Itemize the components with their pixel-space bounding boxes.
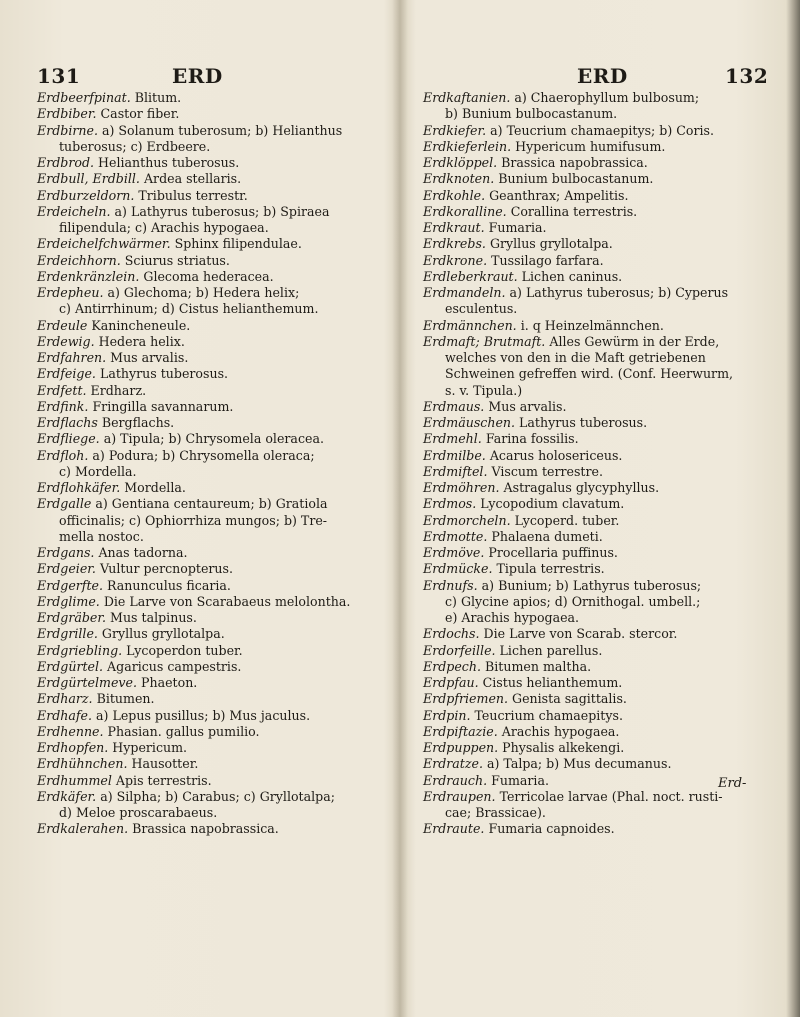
entry-headword: Erdmehl. — [423, 431, 482, 447]
dictionary-entry — [37, 643, 382, 659]
dictionary-entry — [37, 821, 382, 837]
entry-definition-line: Castor fiber. — [100, 106, 180, 122]
entry-definition-line: a) Talpa; b) Mus decumanus. — [486, 756, 672, 772]
dictionary-entry — [423, 188, 768, 204]
entry-headword: Erdmilbe. — [423, 447, 486, 463]
entry-headword: Erdhühnchen. — [37, 756, 128, 772]
entry-headword: Erdkrebs. — [423, 236, 486, 252]
right-running-title: ERD — [577, 64, 628, 88]
dictionary-entry — [37, 285, 382, 318]
entry-definition-line: Procellaria puffinus. — [488, 545, 618, 560]
entry-headword: Erdkrone. — [423, 252, 488, 268]
entry-definition-line: Lichen parellus. — [499, 642, 603, 658]
dictionary-entry — [37, 789, 382, 822]
entry-definition-line: Tussilago farfara. — [491, 252, 604, 268]
entry-definition-line: Astragalus glycyphyllus. — [503, 480, 660, 495]
dictionary-entry — [37, 204, 382, 237]
entry-headword: Erdbrod. — [37, 155, 95, 170]
dictionary-entry — [37, 171, 382, 187]
dictionary-entry — [37, 366, 382, 382]
entry-definition-line: Gryllus gryllotalpa. — [489, 236, 613, 252]
entry-definition-line: Bitumen maltha. — [484, 658, 592, 674]
dictionary-entry — [423, 545, 768, 561]
entry-headword: Erdhopfen. — [37, 740, 109, 755]
entry-definition-line: Cistus helianthemum. — [482, 675, 623, 690]
entry-headword: Erdmaus. — [423, 398, 485, 414]
entry-definition-line: Glecoma hederacea. — [143, 268, 274, 284]
dictionary-entry — [423, 691, 768, 707]
entry-definition-line: filipendula; c) Arachis hypogaea. — [59, 220, 269, 235]
entry-headword: Erdmotte. — [423, 528, 488, 544]
entry-headword: Erdmöhren. — [423, 480, 500, 495]
left-running-title: ERD — [172, 64, 223, 88]
entry-definition-line: a) Lathyrus tuberosus; b) Spiraea — [114, 203, 330, 219]
dictionary-entry — [37, 106, 382, 122]
entry-headword: Erdkiefer. — [423, 122, 487, 138]
dictionary-entry — [37, 415, 382, 431]
entry-headword: Erdfink. — [37, 398, 89, 414]
entry-definition-line: Bergflachs. — [101, 415, 175, 430]
dictionary-entry — [37, 155, 382, 171]
dictionary-entry — [423, 643, 768, 659]
dictionary-entry — [423, 513, 768, 529]
entry-definition-line: Kaninchenеule. — [91, 317, 191, 333]
entry-definition-line: a) Chaerophyllum bulbosum; — [514, 90, 700, 105]
dictionary-entry — [37, 253, 382, 269]
entry-headword: Erdflohkäfer. — [37, 480, 121, 495]
dictionary-entry — [423, 480, 768, 496]
entry-definition-line: a) Glechoma; b) Hedera helix; — [107, 285, 300, 300]
entry-definition-line: Brassica napobrassica. — [501, 155, 648, 170]
entry-definition-line: Erdharz. — [90, 382, 147, 398]
entry-definition-line: Vultur percnopterus. — [99, 561, 234, 577]
entry-definition-line: Lichen caninus. — [521, 268, 623, 284]
entry-definition-line: Terricolae larvae (Phal. noct. rusti- — [499, 788, 723, 804]
entry-definition-line: Mus arvalis. — [110, 350, 189, 365]
dictionary-entry — [37, 350, 382, 366]
entry-definition-line: a) Tipula; b) Chrysomela oleracea. — [103, 431, 324, 447]
entry-definition-line: i. q Heinzelmännchen. — [520, 317, 664, 333]
entry-definition-line: esculentus. — [445, 301, 518, 317]
entry-definition-line: Hausotter. — [131, 756, 199, 772]
entry-definition-line: officinalis; c) Ophiorrhiza mungos; b) Tre- — [59, 512, 328, 528]
entry-definition-line: Fumaria. — [491, 772, 549, 788]
entry-headword: Erdbull, Erdbill. — [37, 171, 140, 187]
entry-headword: Erdgriebling. — [37, 642, 123, 658]
entry-headword: Erdglime. — [37, 593, 100, 609]
entry-definition-line: a) Podura; b) Chrysomella oleraca; — [92, 447, 315, 463]
dictionary-entry — [423, 529, 768, 545]
entry-definition-line: Lycopodium clavatum. — [480, 496, 625, 512]
left-dictionary-column — [37, 90, 382, 838]
entry-headword: Erdfloh. — [37, 447, 89, 463]
entry-headword: Erdknoten. — [423, 171, 495, 187]
entry-definition-line: c) Antirrhinum; d) Cistus helianthemum. — [59, 301, 319, 317]
entry-headword: Erdmaft; Brutmaft. — [423, 333, 546, 349]
entry-headword: Erdpuppen. — [423, 740, 499, 755]
entry-headword: Erdpfau. — [423, 675, 479, 690]
entry-definition-line: Fumaria. — [488, 220, 547, 235]
entry-definition-line: Ardea stellaris. — [143, 171, 242, 187]
entry-headword: Erdgrille. — [37, 626, 98, 642]
entry-definition-line: Fumaria capnoides. — [488, 821, 615, 837]
entry-definition-line: Viscum terrestre. — [491, 463, 603, 479]
dictionary-entry — [37, 691, 382, 707]
entry-headword: Erdhenne. — [37, 723, 104, 739]
dictionary-entry — [423, 399, 768, 415]
entry-definition-line: Corallina terrestris. — [510, 203, 638, 219]
dictionary-entry — [423, 496, 768, 512]
entry-definition-line: Lycoperd. tuber. — [514, 512, 620, 528]
entry-definition-line: Ranunculus ficaria. — [107, 577, 231, 593]
entry-headword: Erdhafe. — [37, 707, 93, 723]
entry-definition-line: Mus arvalis. — [488, 398, 567, 414]
entry-headword: Erdeicheln. — [37, 203, 111, 219]
entry-definition-line: d) Meloe proscarabaeus. — [59, 805, 218, 820]
entry-definition-line: a) Teucrium chamaepitys; b) Coris. — [490, 122, 714, 138]
entry-definition-line: Bitumen. — [96, 691, 155, 707]
entry-headword: Erdbeerfpinat. — [37, 90, 131, 105]
entry-headword: Erdmännchen. — [423, 317, 517, 333]
dictionary-entry — [423, 675, 768, 691]
entry-definition-line: Sphinx filipendulae. — [174, 236, 302, 252]
entry-definition-line: Bunium bulbocastanum. — [498, 171, 654, 187]
entry-headword: Erdochs. — [423, 626, 480, 642]
entry-definition-line: Hypericum. — [112, 740, 188, 755]
entry-definition-line: welches von den in die Maft getriebenen — [445, 350, 706, 365]
book-gutter — [392, 0, 408, 1017]
entry-headword: Erdfliege. — [37, 431, 100, 447]
entry-headword: Erdburzeldorn. — [37, 187, 135, 203]
entry-definition-line: c) Glycine apios; d) Ornithogal. umbell.; — [445, 593, 701, 609]
dictionary-entry — [423, 448, 768, 464]
entry-headword: Erdeichhorn. — [37, 252, 121, 268]
dictionary-entry — [423, 740, 768, 756]
dictionary-entry — [423, 773, 768, 789]
entry-definition-line: Lycoperdon tuber. — [126, 642, 243, 658]
dictionary-entry — [423, 171, 768, 187]
dictionary-entry — [37, 740, 382, 756]
dictionary-entry — [423, 155, 768, 171]
entry-definition-line: Anas tadorna. — [98, 545, 188, 560]
dictionary-entry — [423, 821, 768, 837]
entry-definition-line: a) Bunium; b) Lathyrus tuberosus; — [481, 577, 702, 593]
entry-definition-line: Phasian. gallus pumilio. — [107, 723, 260, 739]
dictionary-entry — [423, 659, 768, 675]
entry-headword: Erdpfriemen. — [423, 691, 509, 707]
entry-headword: Erdmorcheln. — [423, 512, 511, 528]
entry-headword: Erdorfeille. — [423, 642, 496, 658]
dictionary-entry — [37, 334, 382, 350]
entry-definition-line: c) Mordella. — [59, 463, 137, 479]
entry-definition-line: Geanthrax; Ampelitis. — [489, 187, 629, 203]
entry-headword: Erdkraut. — [423, 220, 485, 235]
dictionary-entry — [37, 561, 382, 577]
entry-headword: Erdeule — [37, 317, 88, 333]
dictionary-entry — [37, 708, 382, 724]
dictionary-entry — [423, 334, 768, 399]
entry-definition-line: mella nostoc. — [59, 528, 144, 544]
entry-definition-line: Die Larve von Scarabaeus melolontha. — [103, 593, 351, 609]
entry-headword: Erdrauch. — [423, 772, 488, 788]
entry-definition-line: a) Gentiana centaureum; b) Gratiola — [95, 496, 328, 512]
dictionary-entry — [37, 90, 382, 106]
entry-headword: Erdflachs — [37, 415, 98, 430]
dictionary-entry — [37, 188, 382, 204]
entry-headword: Erdmiftel. — [423, 463, 488, 479]
dictionary-entry — [37, 724, 382, 740]
dictionary-entry — [37, 594, 382, 610]
dictionary-entry — [423, 204, 768, 220]
entry-definition-line: Agaricus campestris. — [107, 658, 242, 674]
dictionary-entry — [423, 578, 768, 627]
entry-definition-line: cae; Brassicae). — [445, 805, 546, 820]
dictionary-entry — [37, 480, 382, 496]
dictionary-entry — [423, 415, 768, 431]
entry-headword: Erdleberkraut. — [423, 268, 518, 284]
entry-definition-line: Apis terrestris. — [115, 772, 212, 788]
entry-definition-line: Hypericum humifusum. — [515, 138, 666, 154]
entry-headword: Erdkaftanien. — [423, 90, 511, 105]
entry-definition-line: Schweinen gefreffen wird. (Conf. Heerwurm, — [445, 366, 734, 382]
entry-headword: Erdgeier. — [37, 561, 96, 577]
dictionary-entry — [37, 318, 382, 334]
entry-definition-line: Gryllus gryllotalpa. — [101, 626, 225, 642]
entry-definition-line: Brassica napobrassica. — [132, 821, 279, 837]
dictionary-entry — [37, 431, 382, 447]
dictionary-entry — [423, 561, 768, 577]
entry-definition-line: a) Lathyrus tuberosus; b) Cyperus — [509, 285, 729, 300]
dictionary-entry — [37, 756, 382, 772]
entry-definition-line: Hedera helix. — [98, 333, 185, 349]
dictionary-entry — [423, 236, 768, 252]
entry-headword: Erdratze. — [423, 756, 483, 772]
dictionary-entry — [37, 773, 382, 789]
entry-headword: Erdmöve. — [423, 545, 485, 560]
entry-headword: Erdkäfer. — [37, 788, 97, 804]
dictionary-entry — [423, 285, 768, 318]
entry-headword: Erdmandeln. — [423, 285, 506, 300]
dictionary-entry — [37, 545, 382, 561]
entry-headword: Erdkoralline. — [423, 203, 507, 219]
entry-definition-line: a) Silpha; b) Carabus; c) Gryllotalpa; — [100, 788, 335, 804]
entry-definition-line: Phalaena dumeti. — [491, 528, 603, 544]
entry-headword: Erdmos. — [423, 496, 477, 512]
entry-headword: Erdpin. — [423, 707, 471, 723]
entry-definition-line: Mordella. — [124, 480, 186, 495]
entry-headword: Erdklöppel. — [423, 155, 498, 170]
dictionary-entry — [423, 90, 768, 123]
entry-headword: Erdfeige. — [37, 366, 96, 382]
entry-headword: Erdkohle. — [423, 187, 486, 203]
entry-definition-line: Die Larve von Scarab. stercor. — [483, 626, 678, 642]
entry-headword: Erdgürtel. — [37, 658, 104, 674]
right-page-number: 132 — [725, 64, 769, 88]
entry-definition-line: e) Arachis hypogaea. — [445, 610, 580, 625]
entry-headword: Erdpiftazie. — [423, 723, 498, 739]
right-dictionary-column — [423, 90, 768, 838]
dictionary-entry — [37, 659, 382, 675]
dictionary-entry — [37, 399, 382, 415]
dictionary-entry — [423, 756, 768, 772]
catchword: Erd- — [718, 776, 747, 791]
page-edge-shadow — [786, 0, 800, 1017]
entry-definition-line: Alles Gewürm in der Erde, — [549, 333, 720, 349]
entry-headword: Erdgräber. — [37, 610, 107, 625]
entry-headword: Erdbirne. — [37, 122, 98, 138]
entry-headword: Erdeichelfchwärmer. — [37, 236, 171, 252]
dictionary-entry — [423, 253, 768, 269]
entry-headword: Erdenkränzlein. — [37, 268, 140, 284]
dictionary-entry — [37, 383, 382, 399]
dictionary-entry — [37, 675, 382, 691]
dictionary-entry — [423, 724, 768, 740]
entry-headword: Erdharz. — [37, 691, 93, 707]
dictionary-entry — [37, 448, 382, 481]
entry-definition-line: Helianthus tuberosus. — [98, 155, 240, 170]
entry-headword: Erdhummel — [37, 772, 112, 788]
entry-headword: Erdgürtelmeve. — [37, 675, 137, 690]
entry-headword: Erdnufs. — [423, 577, 478, 593]
dictionary-entry — [37, 269, 382, 285]
entry-headword: Erdgans. — [37, 545, 95, 560]
dictionary-entry — [423, 220, 768, 236]
entry-definition-line: Teucrium chamaepitys. — [474, 707, 623, 723]
entry-definition-line: tuberosus; c) Erdbeere. — [59, 138, 211, 154]
dictionary-entry — [37, 610, 382, 626]
dictionary-entry — [37, 123, 382, 156]
entry-headword: Erdgalle — [37, 496, 92, 512]
dictionary-entry — [423, 431, 768, 447]
entry-headword: Erdepheu. — [37, 285, 104, 300]
dictionary-entry — [423, 626, 768, 642]
entry-definition-line: Arachis hypogaea. — [501, 723, 620, 739]
dictionary-entry — [423, 269, 768, 285]
dictionary-entry — [423, 789, 768, 822]
dictionary-entry — [37, 578, 382, 594]
entry-headword: Erdmücke. — [423, 561, 493, 577]
entry-definition-line: Lathyrus tuberosus. — [99, 366, 229, 382]
entry-headword: Erdgerfte. — [37, 577, 103, 593]
entry-definition-line: s. v. Tipula.) — [445, 382, 523, 398]
dictionary-entry — [423, 123, 768, 139]
entry-definition-line: Acarus holosericeus. — [489, 447, 623, 463]
entry-headword: Erdkieferlein. — [423, 138, 512, 154]
dictionary-entry — [423, 139, 768, 155]
entry-definition-line: a) Solanum tuberosum; b) Helianthus — [101, 122, 343, 138]
entry-headword: Erdbiber. — [37, 106, 97, 122]
entry-headword: Erdmäuschen. — [423, 415, 516, 430]
entry-definition-line: Lathyrus tuberosus. — [519, 415, 648, 430]
entry-definition-line: Sciurus striatus. — [124, 252, 230, 268]
dictionary-entry — [37, 626, 382, 642]
dictionary-entry — [37, 236, 382, 252]
entry-definition-line: Tipula terrestris. — [496, 561, 605, 577]
entry-definition-line: b) Bunium bulbocastanum. — [445, 106, 618, 122]
entry-definition-line: Farina fossilis. — [485, 431, 579, 447]
entry-definition-line: Phaeton. — [141, 675, 198, 690]
entry-definition-line: Tribulus terrestr. — [138, 187, 248, 203]
left-page-number: 131 — [37, 64, 81, 88]
dictionary-entry — [423, 708, 768, 724]
entry-definition-line: Mus talpinus. — [110, 610, 197, 625]
dictionary-entry — [423, 464, 768, 480]
entry-definition-line: Blitum. — [134, 90, 182, 105]
entry-headword: Erdfahren. — [37, 350, 107, 365]
dictionary-entry — [37, 496, 382, 545]
entry-headword: Erdraute. — [423, 821, 485, 837]
entry-definition-line: Fringilla savannarum. — [92, 398, 234, 414]
entry-definition-line: a) Lepus pusillus; b) Mus jaculus. — [96, 707, 311, 723]
entry-definition-line: Physalis alkekengi. — [502, 740, 625, 755]
dictionary-entry — [423, 318, 768, 334]
entry-headword: Erdkalerahen. — [37, 821, 129, 837]
entry-headword: Erdewig. — [37, 333, 95, 349]
entry-definition-line: Genista sagittalis. — [512, 691, 627, 707]
entry-headword: Erdfett. — [37, 382, 87, 398]
entry-headword: Erdpech. — [423, 658, 481, 674]
entry-headword: Erdraupen. — [423, 788, 496, 804]
